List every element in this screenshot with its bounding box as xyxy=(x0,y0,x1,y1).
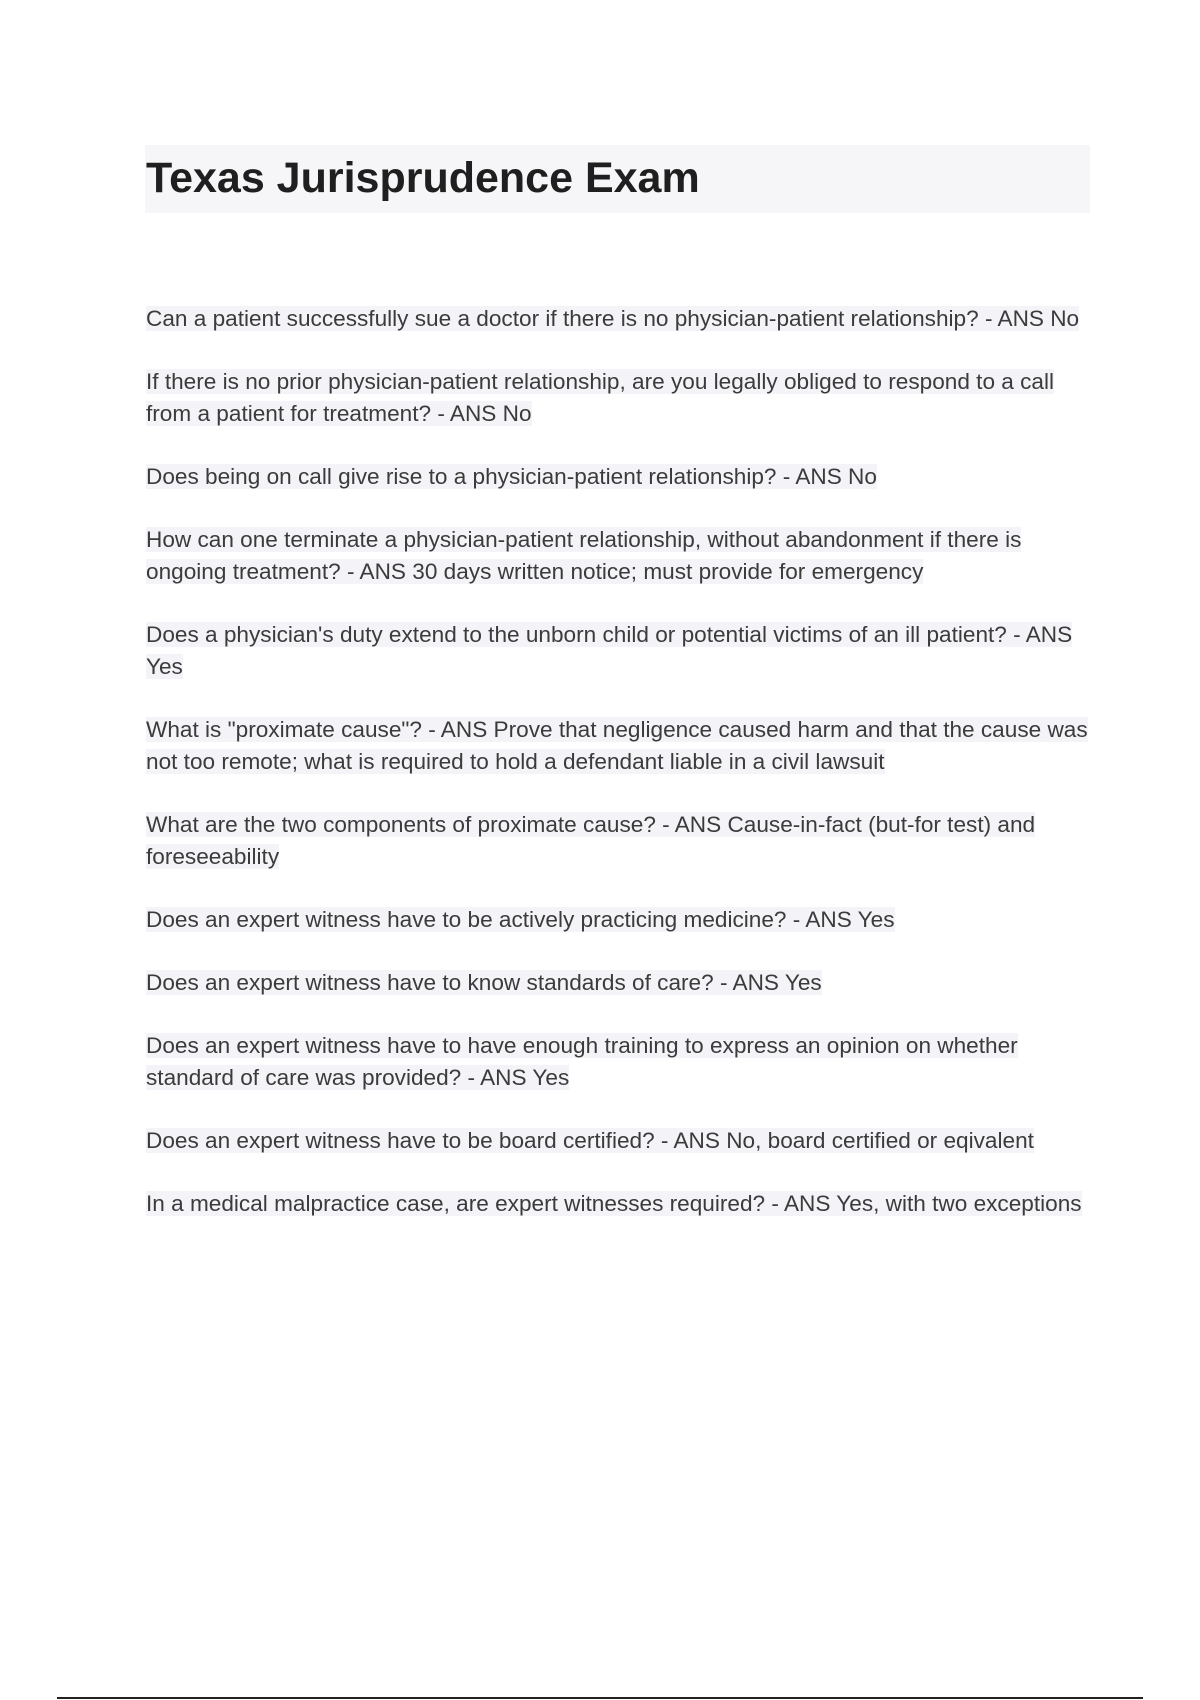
qa-text: In a medical malpractice case, are expert witnesses required? - ANS Yes, with two exceptions xyxy=(146,1191,1082,1216)
qa-item xyxy=(146,524,1096,588)
qa-text: Does being on call give rise to a physician-patient relationship? - ANS No xyxy=(146,464,877,489)
qa-text: Does an expert witness have to know standards of care? - ANS Yes xyxy=(146,970,822,995)
qa-item xyxy=(146,303,1096,335)
qa-item xyxy=(146,809,1096,873)
qa-text: Can a patient successfully sue a doctor if there is no physician-patient relationship? - ANS No xyxy=(146,306,1080,331)
qa-text: Does a physician's duty extend to the unborn child or potential victims of an ill patient? - ANS Yes xyxy=(146,622,1073,679)
qa-list xyxy=(146,303,1096,1251)
qa-item xyxy=(146,1030,1096,1094)
qa-text: Does an expert witness have to be board certified? - ANS No, board certified or eqivalent xyxy=(146,1128,1034,1153)
qa-text: How can one terminate a physician-patient relationship, without abandonment if there is ongoing treatment? - ANS 30 days written notice; must provide for emergency xyxy=(146,527,1022,584)
qa-item xyxy=(146,1188,1096,1220)
qa-text: Does an expert witness have to be actively practicing medicine? - ANS Yes xyxy=(146,907,895,932)
qa-item xyxy=(146,904,1096,936)
qa-text: If there is no prior physician-patient relationship, are you legally obliged to respond to a call from a patient for treatment? - ANS No xyxy=(146,369,1055,426)
qa-text: What is "proximate cause"? - ANS Prove that negligence caused harm and that the cause was not too remote; what is required to hold a defendant liable in a civil lawsuit xyxy=(146,717,1088,774)
qa-item xyxy=(146,967,1096,999)
footer-rule xyxy=(57,1697,1143,1699)
page-title: Texas Jurisprudence Exam xyxy=(146,154,700,202)
qa-item xyxy=(146,1125,1096,1157)
qa-item xyxy=(146,461,1096,493)
qa-text: What are the two components of proximate cause? - ANS Cause-in-fact (but-for test) and foreseeability xyxy=(146,812,1036,869)
qa-item xyxy=(146,366,1096,430)
qa-item xyxy=(146,619,1096,683)
qa-text: Does an expert witness have to have enough training to express an opinion on whether standard of care was provided? - ANS Yes xyxy=(146,1033,1018,1090)
qa-item xyxy=(146,714,1096,778)
